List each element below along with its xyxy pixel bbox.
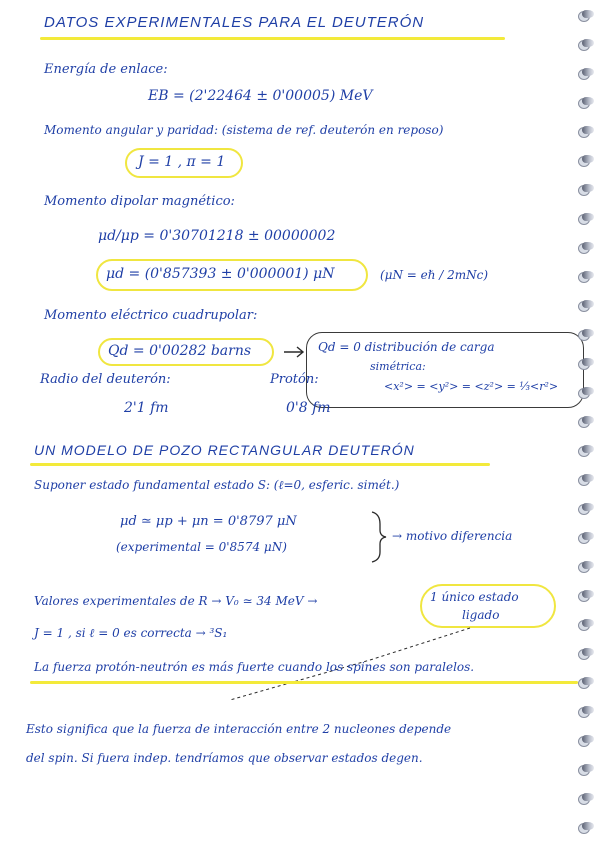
- quadrupole-value: Qd = 0'00282 barns: [108, 343, 252, 359]
- spiral-ring: [582, 10, 594, 18]
- spiral-ring: [582, 39, 594, 47]
- spiral-ring: [582, 358, 594, 366]
- meaning-line-2: del spin. Si fuera indep. tendríamos que observar estados degen.: [26, 751, 423, 765]
- proton-radius-value: 0'8 fm: [286, 400, 331, 416]
- spiral-ring: [582, 416, 594, 424]
- spiral-ring: [582, 387, 594, 395]
- quadrupole-note-line1: Qd = 0 distribución de carga: [318, 340, 495, 354]
- magnetic-moment-label: Momento dipolar magnético:: [44, 194, 235, 209]
- experimental-values-line: Valores experimentales de R → V₀ ≃ 34 MeV →: [34, 594, 318, 608]
- spiral-ring: [582, 329, 594, 337]
- spiral-ring: [582, 561, 594, 569]
- magnetic-moment-value: μd = (0'857393 ± 0'000001) μN: [106, 266, 335, 282]
- spiral-ring: [582, 619, 594, 627]
- quadrupole-label: Momento eléctrico cuadrupolar:: [44, 308, 258, 323]
- quadrupole-note-line3: <x²> = <y²> = <z²> = ⅓<r²>: [384, 380, 559, 393]
- deuteron-radius-value: 2'1 fm: [124, 400, 169, 416]
- binding-energy-label: Energía de enlace:: [44, 62, 168, 77]
- quadrupole-note-line2: simétrica:: [370, 360, 426, 373]
- bound-state-line1: 1 único estado: [430, 590, 519, 604]
- spiral-ring: [582, 532, 594, 540]
- spiral-ring: [582, 155, 594, 163]
- angular-momentum-label: Momento angular y paridad: (sistema de ref. deuterón en reposo): [44, 123, 444, 137]
- bound-state-line2: ligado: [462, 608, 500, 622]
- spiral-ring: [582, 184, 594, 192]
- experimental-line: (experimental = 0'8574 μN): [116, 540, 287, 554]
- force-parallel-spins: La fuerza protón-neutrón es más fuerte cuando los spines son paralelos.: [34, 660, 475, 674]
- binding-energy-formula: EB = (2'22464 ± 0'00005) MeV: [148, 88, 373, 104]
- spiral-ring: [582, 590, 594, 598]
- force-underline: [30, 681, 578, 684]
- nuclear-magneton: (μN = eℏ / 2mNc): [380, 268, 489, 282]
- spiral-ring: [582, 793, 594, 801]
- spiral-ring: [582, 764, 594, 772]
- angular-momentum-formula: J = 1 , π = 1: [138, 154, 226, 170]
- meaning-line-1: Esto significa que la fuerza de interacción entre 2 nucleones depende: [26, 722, 452, 736]
- ground-state-assumption: Suponer estado fundamental estado S: (ℓ=0, esferic. simét.): [34, 478, 400, 492]
- spiral-ring: [582, 822, 594, 830]
- magnetic-sum-line: μd ≃ μp + μn = 0'8797 μN: [120, 514, 297, 529]
- spiral-ring: [582, 68, 594, 76]
- spiral-ring: [582, 97, 594, 105]
- notebook-spiral: [560, 0, 600, 848]
- spiral-ring: [582, 445, 594, 453]
- spiral-ring: [582, 242, 594, 250]
- spiral-ring: [582, 300, 594, 308]
- spiral-ring: [582, 271, 594, 279]
- spiral-ring: [582, 648, 594, 656]
- spiral-ring: [582, 735, 594, 743]
- spin-state-line: J = 1 , si ℓ = 0 es correcta → ³S₁: [34, 626, 228, 640]
- spiral-ring: [582, 213, 594, 221]
- spiral-ring: [582, 474, 594, 482]
- spiral-ring: [582, 503, 594, 511]
- spiral-ring: [582, 677, 594, 685]
- deuteron-radius-label: Radio del deuterón:: [40, 372, 171, 387]
- spiral-ring: [582, 706, 594, 714]
- section2-title: UN MODELO DE POZO RECTANGULAR DEUTERÓN: [34, 442, 415, 458]
- magnetic-ratio: μd/μp = 0'30701218 ± 00000002: [98, 228, 336, 244]
- page-title: DATOS EXPERIMENTALES PARA EL DEUTERÓN: [44, 14, 425, 31]
- proton-radius-label: Protón:: [270, 372, 319, 387]
- spiral-ring: [582, 126, 594, 134]
- difference-reason: → motivo diferencia: [392, 529, 513, 543]
